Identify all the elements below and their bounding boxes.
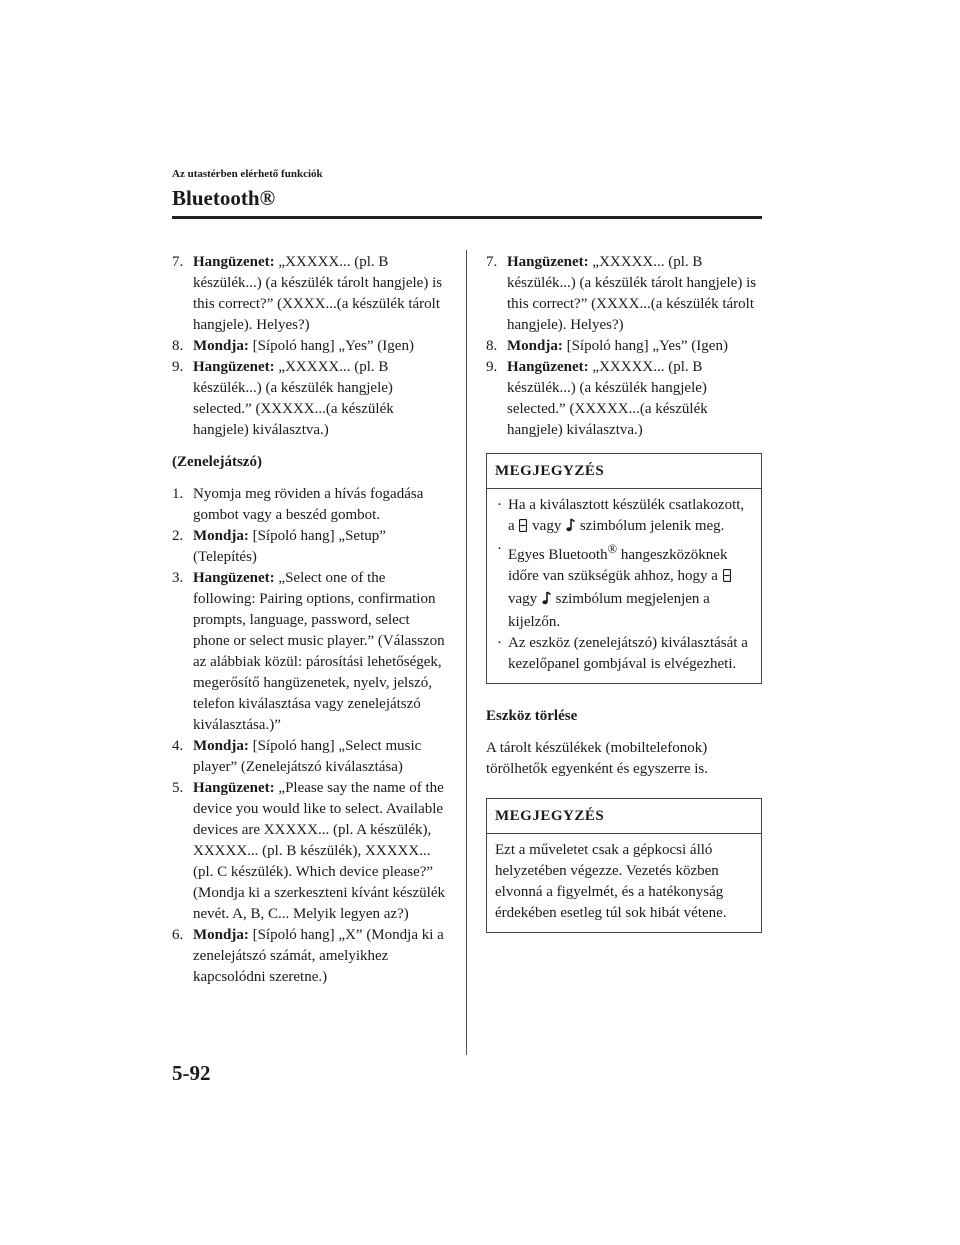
- note-text: hangeszközöknek időre van szükségük ahhoz, hogy a: [508, 547, 728, 584]
- item-label: Hangüzenet:: [193, 359, 275, 375]
- item-label: Hangüzenet:: [193, 570, 275, 586]
- item-label: Mondja:: [193, 338, 249, 354]
- bullet-dot-icon: ·: [497, 541, 502, 557]
- registered-mark: ®: [607, 542, 618, 556]
- note-box-warning: [486, 798, 762, 933]
- list-item: [486, 357, 762, 441]
- column-divider: [466, 250, 467, 1055]
- music-note-icon: [566, 518, 575, 539]
- list-item: [486, 336, 762, 357]
- list-item: [172, 484, 450, 526]
- note-text: vagy: [508, 591, 541, 607]
- music-note-icon: [542, 591, 551, 612]
- left-column: [172, 252, 450, 988]
- item-number: 7.: [172, 254, 184, 270]
- note-box-symbols: [486, 453, 762, 684]
- item-number: 5.: [172, 780, 184, 796]
- list-item: [172, 357, 450, 441]
- right-column: [486, 252, 762, 933]
- item-label: Mondja:: [193, 738, 249, 754]
- item-number: 9.: [172, 359, 184, 375]
- list-item: [172, 568, 450, 736]
- note-title: MEGJEGYZÉS: [487, 454, 761, 489]
- list-item: [172, 736, 450, 778]
- item-text: „XXXXX... (pl. B készülék...) (a készülék tárolt hangjele) is this correct?” (XXXX...(a készülék tárolt hangjele). Helyes?): [193, 254, 443, 333]
- subheading-device-delete: Eszköz törlése: [486, 708, 578, 724]
- header-rule: [172, 216, 762, 219]
- note-text: szimbólum megjelenjen a kijelzőn.: [508, 591, 710, 630]
- item-number: 7.: [486, 254, 498, 270]
- item-label: Hangüzenet:: [507, 359, 589, 375]
- item-number: 9.: [486, 359, 498, 375]
- bullet-dot-icon: ·: [497, 635, 502, 651]
- item-label: Hangüzenet:: [193, 254, 275, 270]
- item-text: [Sípoló hang] „Yes” (Igen): [248, 338, 414, 354]
- list-item: [172, 526, 450, 568]
- note-text: szimbólum jelenik meg.: [576, 518, 725, 534]
- item-number: 3.: [172, 570, 184, 586]
- item-text: „XXXXX... (pl. B készülék...) (a készülék hangjele) selected.” (XXXXX...(a készülék hangjele) kiválasztva.): [193, 359, 394, 438]
- list-item: [172, 925, 450, 988]
- section-label: Az utastérben elérhető funkciók: [172, 168, 323, 180]
- delete-description: A tárolt készülékek (mobiltelefonok) törölhetők egyenként és egyszerre is.: [486, 740, 709, 777]
- note-body: [487, 489, 761, 683]
- item-text: „Please say the name of the device you would like to select. Available devices are XXXXX... (pl. A készülék), XXXXX... (pl. B készülék), XXXXX... (pl. C készülék). Which device please?” (Mondja ki a szerkeszteni kívánt készülék nevét. A, B, C... Melyik legyen az?): [193, 780, 445, 922]
- bullet-dot-icon: ·: [497, 497, 502, 513]
- item-text: „XXXXX... (pl. B készülék...) (a készülék tárolt hangjele) is this correct?” (XXXX...(a készülék tárolt hangjele). Helyes?): [507, 254, 757, 333]
- item-label: Mondja:: [193, 927, 249, 943]
- phone-icon: [519, 518, 527, 539]
- note-text: Ha a kiválasztott készülék csatlakozott, a: [508, 497, 745, 534]
- item-text: [Sípoló hang] „Yes” (Igen): [562, 338, 728, 354]
- item-label: Hangüzenet:: [507, 254, 589, 270]
- item-text: „XXXXX... (pl. B készülék...) (a készülék hangjele) selected.” (XXXXX...(a készülék hangjele) kiválasztva.): [507, 359, 708, 438]
- item-number: 6.: [172, 927, 184, 943]
- list-item: [486, 252, 762, 336]
- list-item: [172, 336, 450, 357]
- page-number: 5-92: [172, 1061, 211, 1085]
- item-number: 2.: [172, 528, 184, 544]
- item-text: [Sípoló hang] „X” (Mondja ki a zenelejátszó számát, amelyikhez kapcsolódni szeretne.): [193, 927, 444, 985]
- note-bullet: [495, 633, 753, 675]
- page-title: Bluetooth®: [172, 186, 276, 210]
- note-bullet: [495, 539, 753, 633]
- subheading-music-player: (Zenelejátszó): [172, 454, 262, 470]
- note-text: Ezt a műveletet csak a gépkocsi álló helyzetében végezze. Vezetés közben elvonná a figyelmét, és a hatékonyság érdekében esetleg túl sok hibát vétene.: [495, 842, 727, 921]
- note-text: vagy: [528, 518, 566, 534]
- phone-icon: [723, 568, 731, 589]
- note-body: [487, 834, 761, 932]
- item-text: [Sípoló hang] „Select music player” (Zenelejátszó kiválasztása): [193, 738, 422, 775]
- item-number: 8.: [486, 338, 498, 354]
- note-bullet: [495, 495, 753, 539]
- item-label: Mondja:: [507, 338, 563, 354]
- note-title: MEGJEGYZÉS: [487, 799, 761, 834]
- item-number: 1.: [172, 486, 184, 502]
- note-text: Az eszköz (zenelejátszó) kiválasztását a kezelőpanel gombjával is elvégezheti.: [508, 635, 748, 672]
- note-text: Egyes Bluetooth: [508, 547, 608, 563]
- item-label: Mondja:: [193, 528, 249, 544]
- item-label: Hangüzenet:: [193, 780, 275, 796]
- list-item: [172, 778, 450, 925]
- item-number: 4.: [172, 738, 184, 754]
- item-text: „Select one of the following: Pairing options, confirmation prompts, language, password, select phone or select music player.” (Válasszon az alábbiak közül: párosítási lehetőségek, megerősítő hangüzenetek, nyelv, jelszó, telefon kiválasztása vagy zenelejátszó kiválasztása.)”: [193, 570, 445, 733]
- item-number: 8.: [172, 338, 184, 354]
- item-text: [Sípoló hang] „Setup” (Telepítés): [193, 528, 386, 565]
- list-item: [172, 252, 450, 336]
- item-text: Nyomja meg röviden a hívás fogadása gombot vagy a beszéd gombot.: [193, 486, 424, 523]
